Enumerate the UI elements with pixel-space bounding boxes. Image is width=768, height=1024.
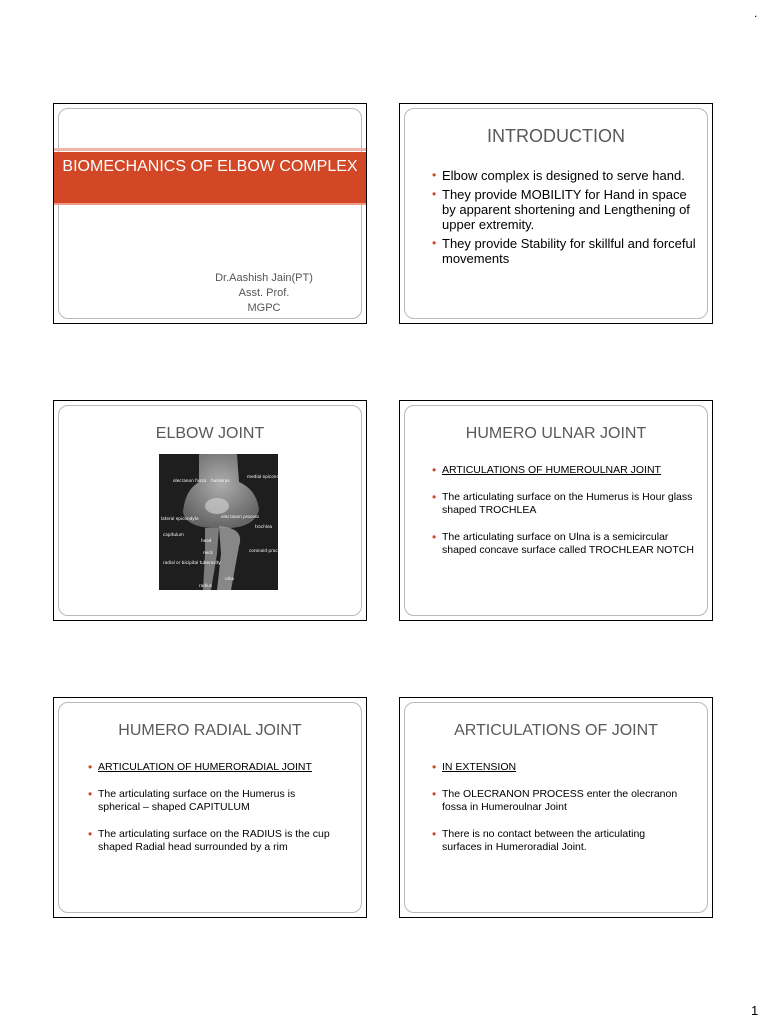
xray-label: radius [199,583,212,588]
page-number: 1 [751,1003,759,1018]
bullet-item [432,788,682,814]
bullet-text: The OLECRANON PROCESS enter the olecranon fossa in Humeroulnar Joint [442,788,678,813]
author-institution: MGPC [247,302,281,314]
bullet-item [432,531,702,557]
author-block [204,271,324,316]
elbow-xray-image [159,454,286,590]
slide-title: INTRODUCTION [487,126,625,146]
bullet-icon: • [432,787,437,801]
xray-label: trochlea [255,524,273,529]
bullet-text: The articulating surface on the RADIUS is the cup shaped Radial head surrounded by a rim [98,828,330,853]
bullet-item [88,761,338,774]
bullet-text: ARTICULATION OF HUMERORADIAL JOINT [98,761,312,773]
bullet-text: The articulating surface on the Humerus is spherical – shaped CAPITULUM [98,788,296,813]
author-name: Dr.Aashish Jain(PT) [215,272,313,284]
bullet-item [432,761,682,774]
bullet-item [432,236,702,266]
xray-label: humerus [211,478,230,483]
bullet-icon: • [432,236,437,250]
bullet-item [432,828,682,854]
slide-2-introduction [399,103,713,324]
bullet-text: They provide MOBILITY for Hand in space by apparent shortening and Lengthening of upper extremity. [442,187,690,232]
slide-5-humero-radial-joint [53,697,367,918]
xray-label: olecranon process [221,514,260,519]
xray-label: ulna [225,576,235,581]
slide-1-title [53,103,367,324]
bullet-icon: • [432,530,437,544]
bullet-text: They provide Stability for skillful and forceful movements [442,236,696,266]
xray-label: capitulum [163,532,184,537]
bullet-text: There is no contact between the articulating surfaces in Humeroradial Joint. [442,828,646,853]
xray-label: medial epicondyle [247,474,286,479]
bullet-icon: • [88,760,93,774]
bullet-text: IN EXTENSION [442,761,517,773]
bullet-text: The articulating surface on Ulna is a semicircular shaped concave surface called TROCHLEAR NOTCH [442,531,694,556]
bullet-icon: • [432,463,437,477]
bullet-list [88,761,338,868]
bullet-text: Elbow complex is designed to serve hand. [442,168,685,183]
bullet-icon: • [88,827,93,841]
bullet-list [432,464,702,571]
bullet-item [432,168,702,183]
xray-label: lateral epicondyle [161,516,199,521]
slide-4-humero-ulnar-joint [399,400,713,621]
bullet-text: ARTICULATIONS OF HUMEROULNAR JOINT [442,464,661,476]
bullet-item [88,828,338,854]
bullet-list [432,761,682,868]
bullet-icon: • [432,168,437,182]
page-top-mark: . [754,6,758,20]
bullet-icon: • [432,760,437,774]
bullet-icon: • [88,787,93,801]
bullet-icon: • [432,827,437,841]
xray-label: head [201,538,212,543]
bullet-item [432,464,702,477]
xray-label: neck [203,550,213,555]
title-bar [54,152,366,203]
xray-label: radial or bicipital tuberosity [163,560,221,565]
slide-6-articulations-of-joint [399,697,713,918]
title-bar-top-line [54,148,366,151]
bullet-item [88,788,338,814]
slide-3-elbow-joint [53,400,367,621]
slide-title: ELBOW JOINT [155,425,265,442]
bullet-icon: • [432,490,437,504]
bullet-text: The articulating surface on the Humerus is Hour glass shaped TROCHLEA [442,491,693,516]
bullet-list [432,168,702,270]
bullet-item [432,187,702,232]
bullet-item [432,491,702,517]
author-position: Asst. Prof. [238,287,290,299]
title-bar-bottom-line [54,203,366,205]
xray-label: olecranon fossa [173,478,207,483]
slide-title: ARTICULATIONS OF JOINT [454,722,658,739]
slide-title: HUMERO ULNAR JOINT [465,425,647,442]
slide-title: HUMERO RADIAL JOINT [118,722,302,739]
xray-label: coronoid process [249,548,285,553]
presentation-title: BIOMECHANICS OF ELBOW COMPLEX [62,158,358,175]
bullet-icon: • [432,187,437,201]
